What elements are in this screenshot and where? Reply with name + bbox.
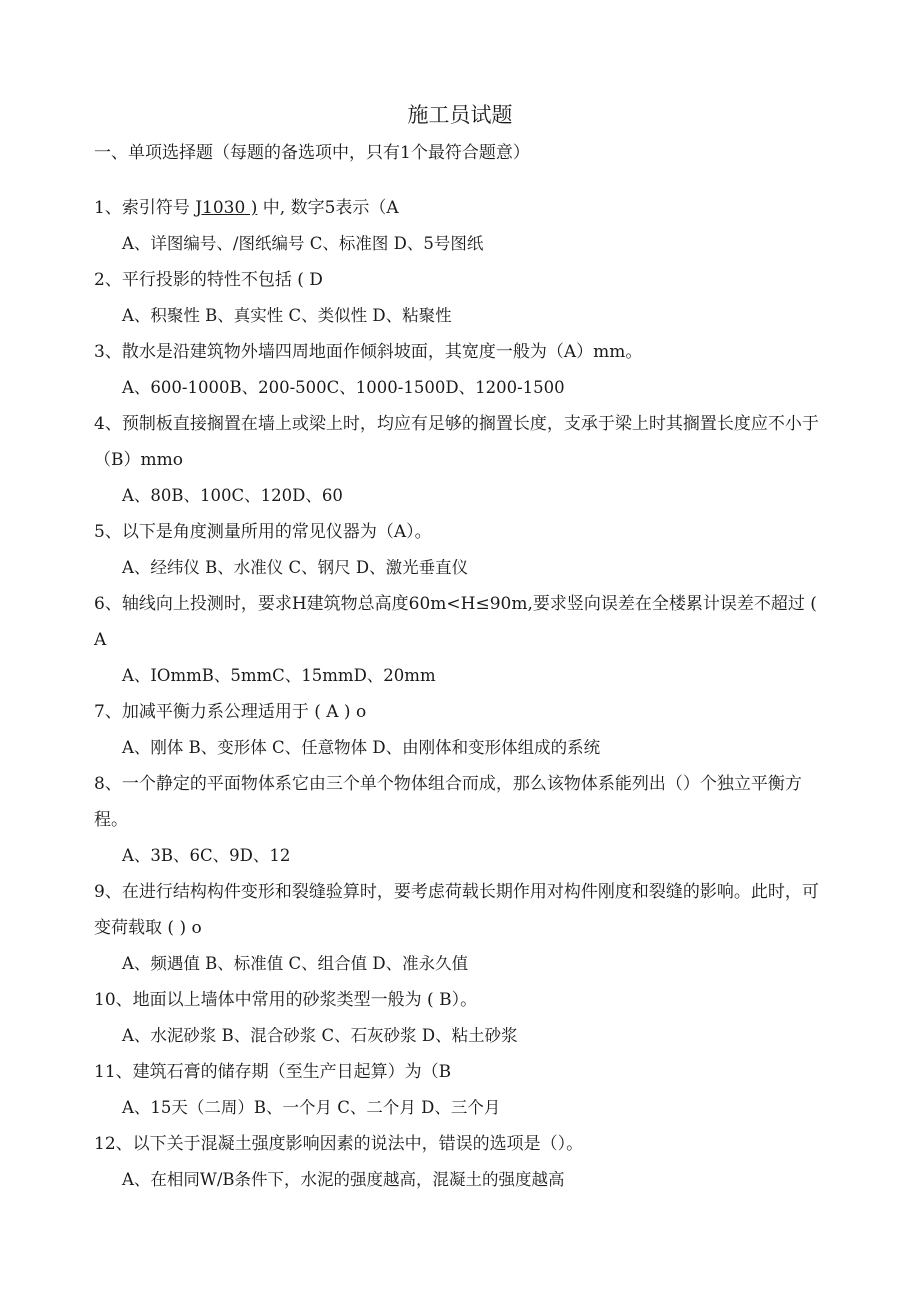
question-item (94, 982, 834, 1054)
question-item (94, 406, 834, 514)
question-options: A、在相同W/B条件下，水泥的强度越高，混凝土的强度越高 (122, 1170, 565, 1189)
question-item (94, 262, 834, 334)
question-stem: 7、加减平衡力系公理适用于 ( A ) o (94, 702, 367, 722)
question-options: A、经纬仪 B、水准仪 C、钢尺 D、激光垂直仪 (122, 558, 469, 577)
question-stem: 4、预制板直接搁置在墙上或梁上时，均应有足够的搁置长度，支承于梁上时其搁置长度应不小于（B）mmo (94, 414, 819, 470)
question-options: A、详图编号、/图纸编号 C、标准图 D、5号图纸 (122, 234, 484, 253)
question-options: A、600-1000B、200-500C、1000-1500D、1200-1500 (122, 378, 565, 397)
question-stem: 1、索引符号 J1030 ) 中, 数字5表示（A (94, 198, 399, 218)
question-options: A、频遇值 B、标准值 C、组合值 D、准永久值 (122, 954, 469, 973)
question-options: A、3B、6C、9D、12 (122, 846, 291, 865)
section-heading: 一、单项选择题（每题的备选项中，只有1个最符合题意） (94, 143, 530, 163)
question-stem: 10、地面以上墙体中常用的砂浆类型一般为 ( B）。 (94, 990, 478, 1010)
question-stem: 5、以下是角度测量所用的常见仪器为（A）。 (94, 522, 432, 542)
page-title: 施工员试题 (407, 103, 513, 127)
question-item (94, 586, 834, 694)
question-stem: 9、在进行结构构件变形和裂缝验算时，要考虑荷载长期作用对构件刚度和裂缝的影响。此时，可变荷载取 ( ) o (94, 882, 819, 938)
question-item (94, 1126, 834, 1198)
question-item (94, 694, 834, 766)
question-item (94, 874, 834, 982)
question-list (94, 190, 834, 1198)
question-options: A、15天（二周）B、一个月 C、二个月 D、三个月 (122, 1098, 501, 1117)
question-options: A、80B、100C、120D、60 (122, 486, 343, 505)
question-options: A、刚体 B、变形体 C、任意物体 D、由刚体和变形体组成的系统 (122, 738, 601, 757)
question-stem: 12、以下关于混凝土强度影响因素的说法中，错误的选项是（）。 (94, 1134, 584, 1154)
question-stem: 8、一个静定的平面物体系它由三个单个物体组合而成，那么该物体系能列出（）个独立平衡方程。 (94, 774, 802, 830)
question-options: A、积聚性 B、真实性 C、类似性 D、粘聚性 (122, 306, 452, 325)
question-options: A、水泥砂浆 B、混合砂浆 C、石灰砂浆 D、粘土砂浆 (122, 1026, 518, 1045)
index-symbol: J1030 ) (195, 198, 258, 218)
question-options: A、IOmmB、5mmC、15mmD、20mm (122, 666, 436, 685)
question-item (94, 190, 834, 262)
question-stem: 11、建筑石膏的储存期（至生产日起算）为（B (94, 1062, 452, 1082)
question-item (94, 514, 834, 586)
question-stem: 3、散水是沿建筑物外墙四周地面作倾斜坡面，其宽度一般为（A）mm。 (94, 342, 643, 362)
question-item (94, 1054, 834, 1126)
question-stem: 2、平行投影的特性不包括 ( D (94, 270, 323, 290)
question-item (94, 334, 834, 406)
question-item (94, 766, 834, 874)
question-stem: 6、轴线向上投测时，要求H建筑物总高度60m<H≤90m,要求竖向误差在全楼累计误差不超过 ( A (94, 594, 817, 650)
